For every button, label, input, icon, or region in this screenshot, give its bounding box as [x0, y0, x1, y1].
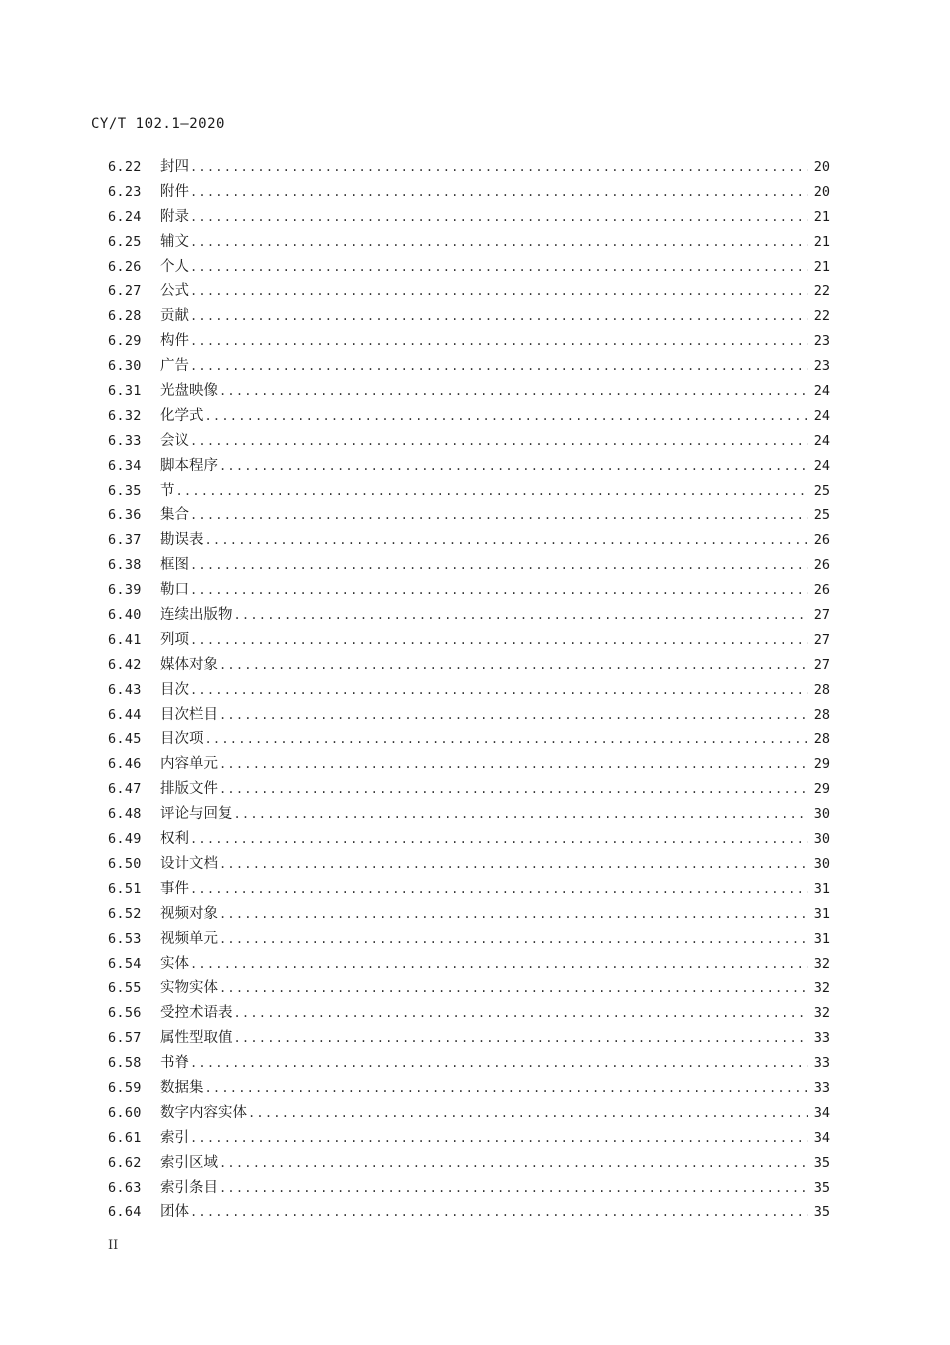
dot-leader	[190, 628, 808, 653]
toc-entry[interactable]	[108, 902, 830, 927]
toc-entry-page: 31	[813, 905, 830, 922]
toc-entry[interactable]	[108, 827, 830, 852]
dot-leader	[190, 329, 808, 354]
toc-entry-title: 广告	[160, 358, 189, 375]
toc-entry[interactable]	[108, 1101, 830, 1126]
toc-entry-title: 勒口	[160, 582, 189, 599]
document-code: CY/T 102.1—2020	[91, 116, 225, 132]
toc-entry-number: 6.50	[108, 855, 142, 872]
toc-entry-number: 6.44	[108, 706, 142, 723]
toc-entry-page: 28	[813, 681, 830, 698]
toc-entry-page: 26	[813, 557, 830, 574]
toc-entry-page: 24	[813, 383, 830, 400]
toc-entry-page: 20	[813, 159, 830, 175]
toc-entry-number: 6.64	[108, 1204, 142, 1221]
toc-entry-title: 目次栏目	[160, 706, 218, 723]
toc-entry-number: 6.36	[108, 507, 142, 524]
toc-entry-number: 6.37	[108, 532, 142, 549]
dot-leader	[190, 827, 808, 852]
toc-entry-page: 31	[813, 930, 830, 947]
toc-entry[interactable]	[108, 180, 830, 205]
dot-leader	[190, 553, 808, 578]
toc-entry-page: 29	[813, 781, 830, 798]
toc-entry-title: 附录	[160, 208, 189, 225]
toc-entry-number: 6.60	[108, 1104, 142, 1121]
toc-entry-number: 6.38	[108, 557, 142, 574]
dot-leader	[219, 777, 808, 802]
toc-entry-page: 23	[813, 333, 830, 350]
toc-entry[interactable]	[108, 404, 830, 429]
toc-entry-title: 贡献	[160, 308, 189, 325]
toc-entry-title: 框图	[160, 557, 189, 574]
toc-entry-title: 目次项	[160, 731, 204, 748]
toc-entry-page: 23	[813, 358, 830, 375]
dot-leader	[219, 703, 808, 728]
toc-entry[interactable]	[108, 1176, 830, 1201]
toc-entry-number: 6.58	[108, 1055, 142, 1072]
toc-entry-title: 集合	[160, 507, 189, 524]
toc-entry-page: 35	[813, 1179, 830, 1196]
dot-leader	[176, 479, 809, 504]
toc-entry-number: 6.47	[108, 781, 142, 798]
toc-entry-title: 受控术语表	[160, 1005, 233, 1022]
toc-entry-title: 光盘映像	[160, 383, 218, 400]
dot-leader	[190, 503, 808, 528]
dot-leader	[205, 727, 809, 752]
toc-entry-title: 排版文件	[160, 781, 218, 798]
toc-entry-number: 6.28	[108, 308, 142, 325]
toc-entry[interactable]	[108, 255, 830, 280]
toc-entry-page: 35	[813, 1204, 830, 1221]
toc-entry[interactable]	[108, 678, 830, 703]
toc-entry[interactable]	[108, 703, 830, 728]
toc-entry[interactable]	[108, 1151, 830, 1176]
toc-entry[interactable]	[108, 304, 830, 329]
toc-entry-page: 30	[813, 855, 830, 872]
toc-entry-page: 28	[813, 706, 830, 723]
toc-entry-number: 6.48	[108, 806, 142, 823]
dot-leader	[190, 1126, 808, 1151]
toc-entry-number: 6.30	[108, 358, 142, 375]
toc-entry-page: 27	[813, 656, 830, 673]
toc-entry-number: 6.34	[108, 457, 142, 474]
toc-entry-title: 视频单元	[160, 930, 218, 947]
toc-entry[interactable]	[108, 205, 830, 230]
toc-entry-number: 6.31	[108, 383, 142, 400]
dot-leader	[219, 653, 808, 678]
toc-entry-title: 内容单元	[160, 756, 218, 773]
toc-entry-number: 6.52	[108, 905, 142, 922]
toc-entry-page: 32	[813, 980, 830, 997]
toc-entry-page: 34	[813, 1104, 830, 1121]
toc-entry[interactable]	[108, 752, 830, 777]
toc-entry-page: 24	[813, 407, 830, 424]
toc-entry-title: 公式	[160, 283, 189, 300]
toc-entry[interactable]	[108, 503, 830, 528]
toc-entry-number: 6.26	[108, 258, 142, 275]
toc-entry-number: 6.23	[108, 183, 142, 200]
dot-leader	[219, 976, 808, 1001]
toc-entry-number: 6.51	[108, 880, 142, 897]
toc-entry-number: 6.27	[108, 283, 142, 300]
toc-entry-number: 6.55	[108, 980, 142, 997]
toc-entry-number: 6.40	[108, 607, 142, 624]
toc-entry-number: 6.46	[108, 756, 142, 773]
toc-entry-title: 会议	[160, 432, 189, 449]
toc-entry-title: 封四	[160, 159, 189, 175]
toc-entry-number: 6.22	[108, 159, 142, 175]
toc-entry-number: 6.57	[108, 1030, 142, 1047]
toc-entry-title: 权利	[160, 831, 189, 848]
dot-leader	[219, 752, 808, 777]
toc-entry[interactable]	[108, 877, 830, 902]
toc-entry[interactable]	[108, 1126, 830, 1151]
toc-entry-title: 辅文	[160, 233, 189, 250]
toc-entry[interactable]	[108, 727, 830, 752]
toc-entry-page: 27	[813, 631, 830, 648]
toc-entry-number: 6.43	[108, 681, 142, 698]
toc-entry-number: 6.35	[108, 482, 142, 499]
toc-entry[interactable]	[108, 1200, 830, 1225]
toc-entry-title: 评论与回复	[160, 806, 233, 823]
toc-entry[interactable]	[108, 230, 830, 255]
toc-entry-title: 索引区域	[160, 1154, 218, 1171]
toc-entry-number: 6.24	[108, 208, 142, 225]
toc-entry-page: 31	[813, 880, 830, 897]
toc-entry-page: 26	[813, 582, 830, 599]
toc-entry-page: 21	[813, 208, 830, 225]
dot-leader	[190, 255, 808, 280]
toc-entry[interactable]	[108, 603, 830, 628]
toc-entry-title: 视频对象	[160, 905, 218, 922]
toc-entry-page: 21	[813, 258, 830, 275]
toc-entry-page: 33	[813, 1055, 830, 1072]
toc-entry-page: 34	[813, 1129, 830, 1146]
toc-entry[interactable]	[108, 279, 830, 304]
toc-entry-title: 书脊	[160, 1055, 189, 1072]
dot-leader	[234, 1001, 809, 1026]
toc-entry-title: 节	[160, 482, 175, 499]
dot-leader	[234, 603, 809, 628]
dot-leader	[190, 230, 808, 255]
toc-entry[interactable]	[108, 454, 830, 479]
dot-leader	[219, 454, 808, 479]
toc-entry-title: 索引	[160, 1129, 189, 1146]
toc-entry-page: 27	[813, 607, 830, 624]
toc-entry[interactable]	[108, 802, 830, 827]
toc-entry-title: 目次	[160, 681, 189, 698]
toc-entry[interactable]	[108, 1026, 830, 1051]
toc-entry-page: 29	[813, 756, 830, 773]
toc-entry-number: 6.62	[108, 1154, 142, 1171]
toc-entry-title: 化学式	[160, 407, 204, 424]
toc-entry-page: 30	[813, 806, 830, 823]
toc-entry-number: 6.54	[108, 955, 142, 972]
toc-entry[interactable]	[108, 1076, 830, 1101]
toc-entry-number: 6.61	[108, 1129, 142, 1146]
toc-entry-number: 6.59	[108, 1079, 142, 1096]
toc-entry-page: 32	[813, 955, 830, 972]
dot-leader	[219, 1176, 808, 1201]
toc-entry-page: 22	[813, 308, 830, 325]
toc-entry[interactable]	[108, 952, 830, 977]
toc-entry-page: 25	[813, 482, 830, 499]
toc-entry[interactable]	[108, 653, 830, 678]
dot-leader	[190, 155, 808, 180]
dot-leader	[205, 1076, 809, 1101]
toc-entry-title: 勘误表	[160, 532, 204, 549]
toc-entry-title: 媒体对象	[160, 656, 218, 673]
dot-leader	[205, 404, 809, 429]
toc-entry-number: 6.33	[108, 432, 142, 449]
toc-entry-page: 35	[813, 1154, 830, 1171]
toc-entry-page: 24	[813, 432, 830, 449]
toc-entry-page: 28	[813, 731, 830, 748]
dot-leader	[190, 180, 808, 205]
dot-leader	[190, 279, 808, 304]
toc-entry-page: 21	[813, 233, 830, 250]
toc-entry[interactable]	[108, 578, 830, 603]
toc-entry-title: 数据集	[160, 1079, 204, 1096]
dot-leader	[219, 852, 808, 877]
toc-entry[interactable]	[108, 155, 830, 180]
toc-entry-title: 连续出版物	[160, 607, 233, 624]
toc-entry-title: 实体	[160, 955, 189, 972]
toc-entry[interactable]	[108, 329, 830, 354]
dot-leader	[190, 578, 808, 603]
dot-leader	[219, 902, 808, 927]
toc-entry[interactable]	[108, 553, 830, 578]
dot-leader	[190, 1200, 808, 1225]
toc-entry-title: 团体	[160, 1204, 189, 1221]
toc-entry[interactable]	[108, 379, 830, 404]
toc-entry-page: 22	[813, 283, 830, 300]
toc-entry[interactable]	[108, 429, 830, 454]
toc-entry-page: 33	[813, 1030, 830, 1047]
toc-entry-number: 6.49	[108, 831, 142, 848]
dot-leader	[190, 429, 808, 454]
toc-entry[interactable]	[108, 852, 830, 877]
toc-entry[interactable]	[108, 976, 830, 1001]
toc-entry-title: 设计文档	[160, 855, 218, 872]
dot-leader	[234, 1026, 809, 1051]
toc-entry[interactable]	[108, 1051, 830, 1076]
dot-leader	[248, 1101, 808, 1126]
toc-entry-title: 事件	[160, 880, 189, 897]
toc-entry[interactable]	[108, 1001, 830, 1026]
dot-leader	[190, 304, 808, 329]
dot-leader	[219, 927, 808, 952]
toc-entry-number: 6.56	[108, 1005, 142, 1022]
dot-leader	[205, 528, 809, 553]
toc-entry[interactable]	[108, 354, 830, 379]
toc-entry-page: 20	[813, 183, 830, 200]
toc-entry-number: 6.25	[108, 233, 142, 250]
toc-entry-number: 6.53	[108, 930, 142, 947]
toc-entry-title: 个人	[160, 258, 189, 275]
toc-entry[interactable]	[108, 628, 830, 653]
toc-entry-title: 脚本程序	[160, 457, 218, 474]
toc-entry[interactable]	[108, 479, 830, 504]
toc-entry-title: 数字内容实体	[160, 1104, 247, 1121]
toc-entry-page: 33	[813, 1079, 830, 1096]
toc-entry-page: 26	[813, 532, 830, 549]
page-number: II	[108, 1238, 119, 1253]
toc-entry-title: 构件	[160, 333, 189, 350]
dot-leader	[234, 802, 809, 827]
toc-entry[interactable]	[108, 528, 830, 553]
toc-entry-page: 30	[813, 831, 830, 848]
toc-entry-page: 24	[813, 457, 830, 474]
toc-entry-number: 6.39	[108, 582, 142, 599]
toc-entry-number: 6.45	[108, 731, 142, 748]
dot-leader	[190, 952, 808, 977]
toc-entry-page: 25	[813, 507, 830, 524]
toc-entry-number: 6.42	[108, 656, 142, 673]
toc-entry-number: 6.63	[108, 1179, 142, 1196]
toc-entry-title: 属性型取值	[160, 1030, 233, 1047]
toc-entry-title: 列项	[160, 631, 189, 648]
toc-entry[interactable]	[108, 777, 830, 802]
toc-entry-title: 索引条目	[160, 1179, 218, 1196]
toc-entry-page: 32	[813, 1005, 830, 1022]
dot-leader	[190, 354, 808, 379]
dot-leader	[190, 678, 808, 703]
dot-leader	[190, 1051, 808, 1076]
dot-leader	[190, 877, 808, 902]
toc-entry[interactable]	[108, 927, 830, 952]
toc-entry-number: 6.32	[108, 407, 142, 424]
dot-leader	[219, 1151, 808, 1176]
toc-entry-number: 6.29	[108, 333, 142, 350]
toc-entry-title: 附件	[160, 183, 189, 200]
toc-entry-title: 实物实体	[160, 980, 218, 997]
toc-entry-number: 6.41	[108, 631, 142, 648]
dot-leader	[190, 205, 808, 230]
table-of-contents	[108, 155, 830, 1225]
dot-leader	[219, 379, 808, 404]
